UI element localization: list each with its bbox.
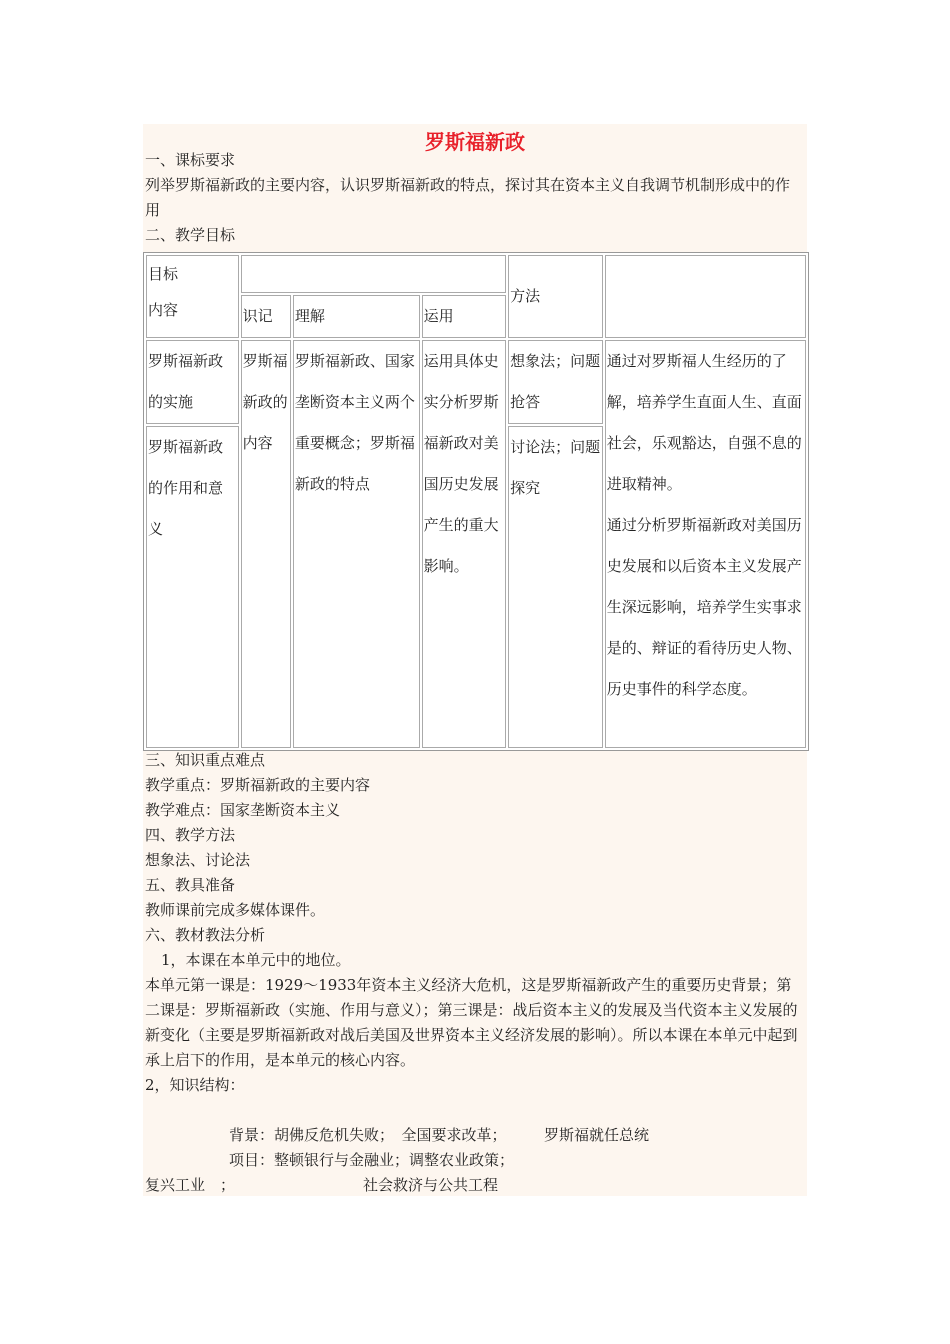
method1-cell: 想象法；问题抢答 xyxy=(508,340,603,424)
header-target-content xyxy=(146,255,239,338)
objectives-table xyxy=(143,252,809,751)
standard-text: 列举罗斯福新政的主要内容，认识罗斯福新政的特点，探讨其在资本主义自我调节机制形成中的作用 xyxy=(145,176,791,219)
header-target: 目标 xyxy=(148,265,179,283)
section-heading-5: 五、教具准备 xyxy=(145,876,236,894)
tools-text: 教师课前完成多媒体课件。 xyxy=(145,901,326,919)
structure-industry: 复兴工业 ； xyxy=(145,1176,236,1194)
table-row xyxy=(146,340,806,424)
header-understand: 理解 xyxy=(293,295,420,338)
section-heading-3: 三、知识重点难点 xyxy=(145,751,266,769)
section-heading-1: 一、课标要求 xyxy=(145,151,236,169)
structure-items: 项目：整顿银行与金融业；调整农业政策； xyxy=(229,1151,515,1169)
row1-content: 罗斯福新政的实施 xyxy=(146,340,239,424)
goal-1: 通过对罗斯福人生经历的了解，培养学生直面人生、直面社会，乐观豁达，自强不息的进取精神。 xyxy=(606,352,802,493)
structure-relief: 社会救济与公共工程 xyxy=(363,1176,499,1194)
header-group-blank xyxy=(241,255,507,293)
goal-2: 通过分析罗斯福新政对美国历史发展和以后资本主义发展产生深远影响，培养学生实事求是的、辩证的看待历史人物、历史事件的科学态度。 xyxy=(606,516,802,698)
header-content: 内容 xyxy=(148,301,179,319)
understand-cell: 罗斯福新政、国家垄断资本主义两个重要概念；罗斯福新政的特点 xyxy=(293,340,420,748)
methods-text: 想象法、讨论法 xyxy=(145,851,251,869)
item-1-text: 本单元第一课是：1929～1933年资本主义经济大危机，这是罗斯福新政产生的重要历史背景；第二课是：罗斯福新政（实施、作用与意义）；第三课是：战后资本主义的发展及当代资本主义发展的新变化（主要是罗斯福新政对战后美国及世界资本主义经济发展的影响）。所以本课在本单元中起到承上启下的作用，是本单元的核心内容。 xyxy=(145,976,798,1069)
section-heading-2: 二、教学目标 xyxy=(145,226,236,244)
header-apply: 运用 xyxy=(422,295,507,338)
apply-cell: 运用具体史实分析罗斯福新政对美国历史发展产生的重大影响。 xyxy=(422,340,507,748)
recall-cell: 罗斯福新政的内容 xyxy=(241,340,291,748)
method2-cell: 讨论法；问题探究 xyxy=(508,426,603,748)
document-page xyxy=(143,124,807,1196)
header-method: 方法 xyxy=(508,255,603,338)
teaching-focus: 教学重点：罗斯福新政的主要内容 xyxy=(145,776,371,794)
item-1-heading: 1，本课在本单元中的地位。 xyxy=(161,951,351,969)
row2-content: 罗斯福新政的作用和意义 xyxy=(146,426,239,748)
teaching-difficulty: 教学难点：国家垄断资本主义 xyxy=(145,801,341,819)
header-blank xyxy=(605,255,806,338)
item-2-heading: 2，知识结构： xyxy=(145,1076,245,1094)
section-heading-6: 六、教材教法分析 xyxy=(145,926,266,944)
header-recall: 识记 xyxy=(241,295,291,338)
goals-cell xyxy=(605,340,806,748)
page-title: 罗斯福新政 xyxy=(425,130,525,154)
table-header-row xyxy=(146,255,806,293)
structure-background: 背景：胡佛反危机失败； 全国要求改革； 罗斯福就任总统 xyxy=(229,1126,650,1144)
section-heading-4: 四、教学方法 xyxy=(145,826,236,844)
